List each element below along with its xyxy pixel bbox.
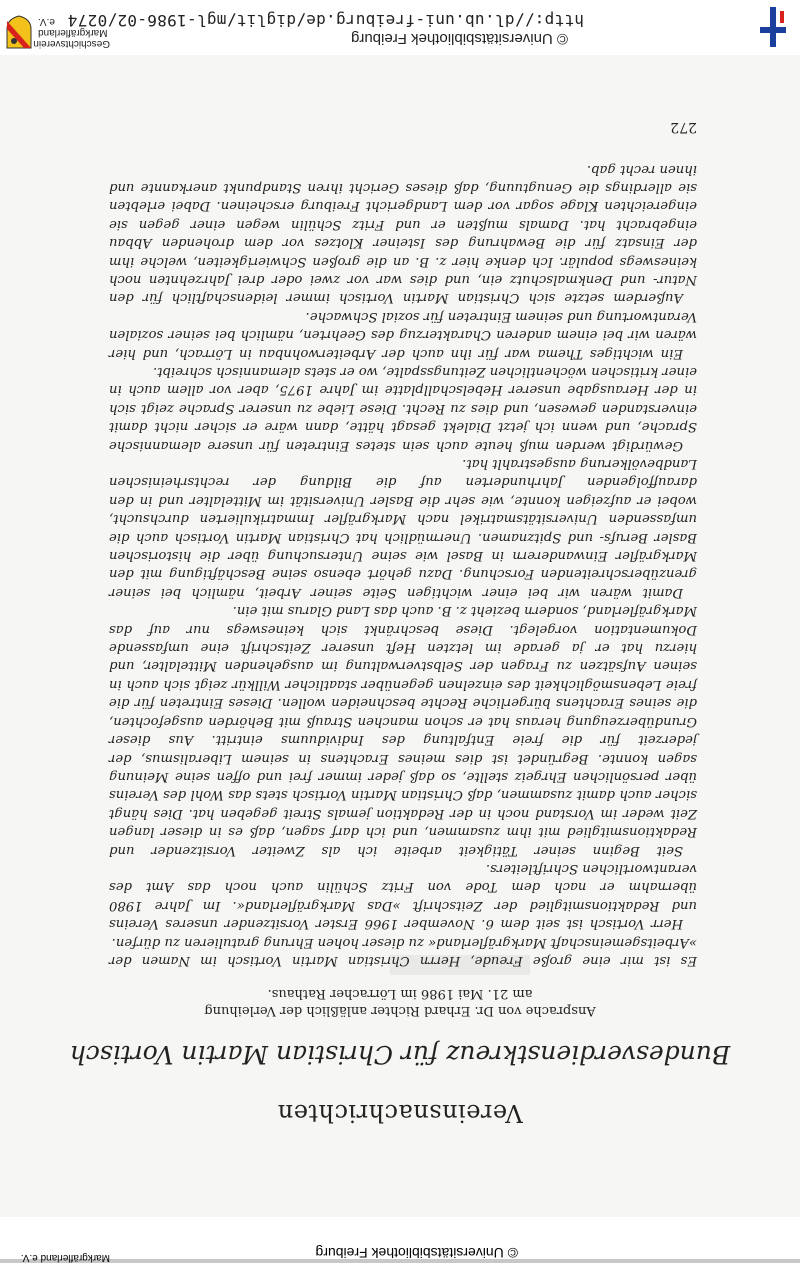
footer-band [0,0,800,55]
publisher-line-1: Geschichtsverein [33,38,110,49]
top-strip [0,1217,800,1263]
paragraph: Seit Beginn seiner Tätigkeit arbeite ich als Zweiter Vorsitzender und Redaktionsmitglied mit ihm zusammen, und ich darf sagen, daß es in dieser langen Zeit weder im Vorstand noch in der Redaktion jemals Streit gegeben hat. Dies hängt sicher auch damit zusammen, daß Christian Martin Vortisch stets das Wohl des Vereins über persönlichen Ehrgeiz stellte, so daß jeder immer frei und offen seine Meinung sagen konnte. Begründet ist dies meines Erachtens in seinem Liberalismus, der jederzeit für die freie Entfaltung des Individuums eintritt. Aus dieser Grundüberzeugung heraus hat er schon manchen Strauß mit Behörden ausgefochten, die seines Erachtens bürgerliche Rechte beschneiden wollen. Dieses Eintreten für die freie Lebensmöglichkeit des einzelnen gegenüber staatlicher Willkür zeigt sich auch in seinen Aufsätzen zu Fragen der Selbstverwaltung im ausgehenden Mittelalter, und hierzu hat er ja gerade im letzten Heft unserer Zeitschrift eine umfassende Dokumentation vorgelegt. Diese beschränkt sich keineswegs nur auf das Markgräflerland, sondern bezieht z. B. auch das Land Glarus mit ein. [109,603,697,858]
publisher-line-2: Markgräflerland e.V. [38,16,108,38]
paragraph: Es ist mir eine große Freude, Herrn Christian Martin Vortisch im Namen der »Arbeitsgemeinschaft Markgräflerland« zu dieser hohen Ehrung gratulieren zu dürfen. [109,934,697,968]
paragraph: Damit wären wir bei einer wichtigen Seite seiner Arbeit, nämlich bei seiner grenzüberschreitenden Forschung. Dazu gehört ebenso seine Beschäftigung mit den Markgräfler Einwanderern in Basel wie seine Untersuchung über die historischen Basler Berufs- und Spitznamen. Unermüdlich hat Christian Martin Vortisch auch die umfassenden Universitätsmatrikel nach Markgräfler Immatrikulierten durchsucht, wobei er aufzeigen konnte, wie sehr die Basler Universität im Mittelalter und in den darauffolgenden Jahrhunderten auf die Bildung der rechtsrheinischen Landbevölkerung ausgestrahlt hat. [109,456,697,600]
paragraph: Gewürdigt werden muß heute auch sein stetes Eintreten für unsere alemannische Sprache, und wenn ich jetzt Dialekt gesagt hätte, dann wäre er sicher nicht damit einverstanden gewesen, und dies zu Recht. Diese Liebe zu unserer Sprache zeigt sich in der Herausgabe unserer Hebelschallplatte im Jahre 1975, aber vor allem auch in einer kritischen wöchentlichen Zeitungsspalte, wo er stets alemannisch schreibt. [109,364,697,453]
footer-url-link[interactable]: http://dl.ub.uni-freiburg.de/diglit/mgl-1986-02/0274 [67,11,584,30]
ub-freiburg-cross-icon [760,7,786,47]
footer-copyright: © Universitätsbibliothek Freiburg [351,30,568,47]
top-strip-publisher: Markgräflerland e.V. [20,1252,110,1263]
crest-icon [6,15,32,49]
publisher-name [33,16,110,49]
article-body [109,159,697,969]
top-strip-copyright: © Universitätsbibliothek Freiburg [315,1245,518,1261]
article-title: Bundesverdienstkreuz für Christian Martin Vortisch [69,1040,731,1069]
subtitle-line-1: Ansprache von Dr. Erhard Richter anläßlich der Verleihung [204,1003,596,1018]
page-number: 272 [670,119,697,135]
document-page [0,13,800,1217]
paragraph: Ein wichtiges Thema war für ihn auch der Arbeiterwohnbau in Lörrach, und hier wären wir bei einem anderen Charakterzug des Geehrten, nämlich bei seiner sozialen Verantwortung und seinem Eintreten für sozial Schwache. [109,308,697,361]
subtitle-line-2: am 21. Mai 1986 im Lörracher Rathaus. [267,986,533,1001]
paragraph: Herr Vortisch ist seit dem 6. November 1966 Erster Vorsitzender unseres Vereins und Redaktionsmitglied der Zeitschrift »Das Markgräflerland«. Im Jahre 1980 übernahm er nach dem Tode von Fritz Schülin auch noch das Amt des verantwortlichen Schriftleiters. [109,860,697,932]
section-heading: Vereinsnachrichten [277,1099,523,1127]
article-subtitle [0,985,800,1019]
paragraph: Außerdem setzte sich Christian Martin Vortisch immer leidenschaftlich für den Natur- und Denkmalschutz ein, und dies war vor zwei oder drei Jahrzehnten noch keineswegs populär. Ich denke hier z. B. an die großen Schwierigkeiten, welche ihm der Einsatz für die Bewahrung des Isteiner Klotzes vor dem drohenden Abbau eingebracht hat. Damals mußten er und Fritz Schülin wegen einer gegen sie eingereichten Klage sogar vor dem Landgericht Freiburg erscheinen. Dabei erlebten sie allerdings die Genugtuung, daß dieses Gericht ihren Standpunkt anerkannte und ihnen recht gab. [109,161,697,306]
